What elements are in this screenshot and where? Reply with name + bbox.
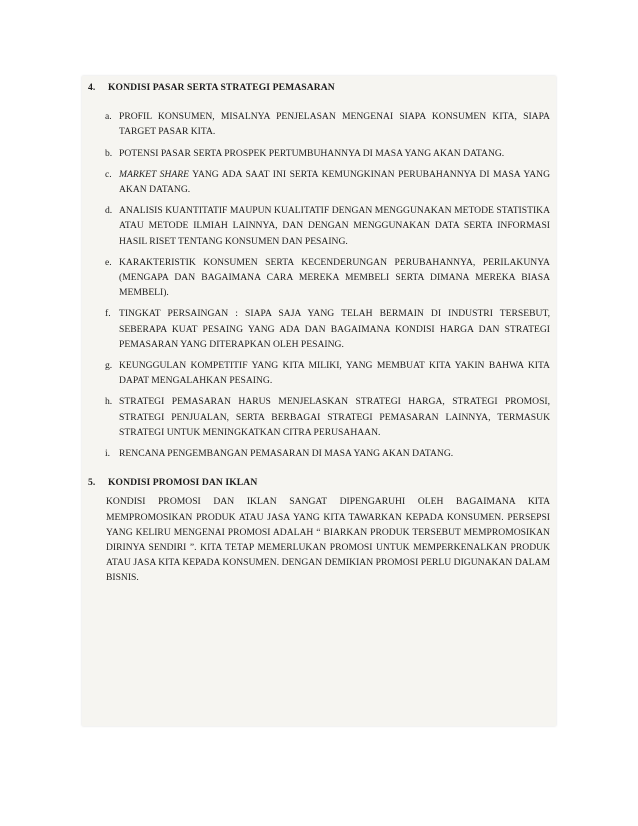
document-body [88,80,550,586]
list-item-label: g. [105,360,113,372]
list-item [105,167,550,197]
list-item-label: f. [105,308,111,320]
section-5-number: 5. [88,477,96,489]
list-item-text: TINGKAT PERSAINGAN : SIAPA SAJA YANG TELAH BERMAIN DI INDUSTRI TERSEBUT, SEBERAPA KUAT PESAING YANG ADA DAN BAGAIMANA KONDISI HARGA DAN STRATEGI PEMASARAN YANG DITERAPKAN OLEH PESAING. [119,308,550,350]
list-item [105,255,550,301]
list-item [105,203,550,249]
list-item [105,358,550,388]
list-item-text: PROFIL KONSUMEN, MISALNYA PENJELASAN MENGENAI SIAPA KONSUMEN KITA, SIAPA TARGET PASAR KITA. [119,111,550,138]
list-item-text: RENCANA PENGEMBANGAN PEMASARAN DI MASA YANG AKAN DATANG. [119,448,454,460]
list-item-text: STRATEGI PEMASARAN HARUS MENJELASKAN STRATEGI HARGA, STRATEGI PROMOSI, STRATEGI PENJUALAN, SERTA BERBAGAI STRATEGI PEMASARAN LAINNYA, TERMASUK STRATEGI UNTUK MENINGKATKAN CITRA PERUSAHAAN. [119,396,550,438]
list-item [105,306,550,352]
list-item [105,146,550,161]
list-item-label: i. [105,448,111,460]
list-item-text: POTENSI PASAR SERTA PROSPEK PERTUMBUHANNYA DI MASA YANG AKAN DATANG. [119,147,505,159]
section-5 [88,475,550,585]
section-5-heading [88,475,550,490]
list-item-label: d. [105,205,113,217]
list-item [105,394,550,440]
section-5-title: KONDISI PROMOSI DAN IKLAN [108,477,258,489]
list-item-label: c. [105,168,112,180]
list-item-text-rest: YANG ADA SAAT INI SERTA KEMUNGKINAN PERUBAHANNYA DI MASA YANG AKAN DATANG. [119,168,550,196]
list-item-label: b. [105,147,113,159]
section-4-heading [88,80,550,95]
section-5-paragraph: KONDISI PROMOSI DAN IKLAN SANGAT DIPENGARUHI OLEH BAGAIMANA KITA MEMPROMOSIKAN PRODUK ATAU JASA YANG KITA TAWARKAN KEPADA KONSUMEN. PERSEPSI YANG KELIRU MENGENAI PROMOSI ADALAH “ BIARKAN PRODUK TERSEBUT MEMPROMOSIKAN DIRINYA SENDIRI ”. KITA TETAP MEMERLUKAN PROMOSI UNTUK MEMPERKENALKAN PRODUK ATAU JASA KITA KEPADA KONSUMEN. DENGAN DEMIKIAN PROMOSI PERLU DIGUNAKAN DALAM BISNIS. [106,496,550,584]
list-item-text [119,167,550,197]
list-item-label: e. [105,256,112,268]
list-item-text: ANALISIS KUANTITATIF MAUPUN KUALITATIF DENGAN MENGGUNAKAN METODE STATISTIKA ATAU METODE ILMIAH LAINNYA, DAN DENGAN MENGGUNAKAN DATA SERTA INFORMASI HASIL RISET TENTANG KONSUMEN DAN PESAING. [119,205,550,247]
section-4-number: 4. [88,82,96,93]
list-item-label: a. [105,111,112,123]
list-item-text: KEUNGGULAN KOMPETITIF YANG KITA MILIKI, YANG MEMBUAT KITA YAKIN BAHWA KITA DAPAT MENGALAHKAN PESAING. [119,360,550,387]
list-item [105,109,550,139]
list-item-label: h. [105,396,113,408]
list-item-text: KARAKTERISTIK KONSUMEN SERTA KECENDERUNGAN PERUBAHANNYA, PERILAKUNYA (MENGAPA DAN BAGAIMANA CARA MEREKA MEMBELI SERTA DIMANA MEREKA BIASA MEMBELI). [119,256,550,299]
list-item [105,446,550,461]
market-share-term: MARKET SHARE [119,168,189,180]
section-4-title: KONDISI PASAR SERTA STRATEGI PEMASARAN [108,82,335,93]
